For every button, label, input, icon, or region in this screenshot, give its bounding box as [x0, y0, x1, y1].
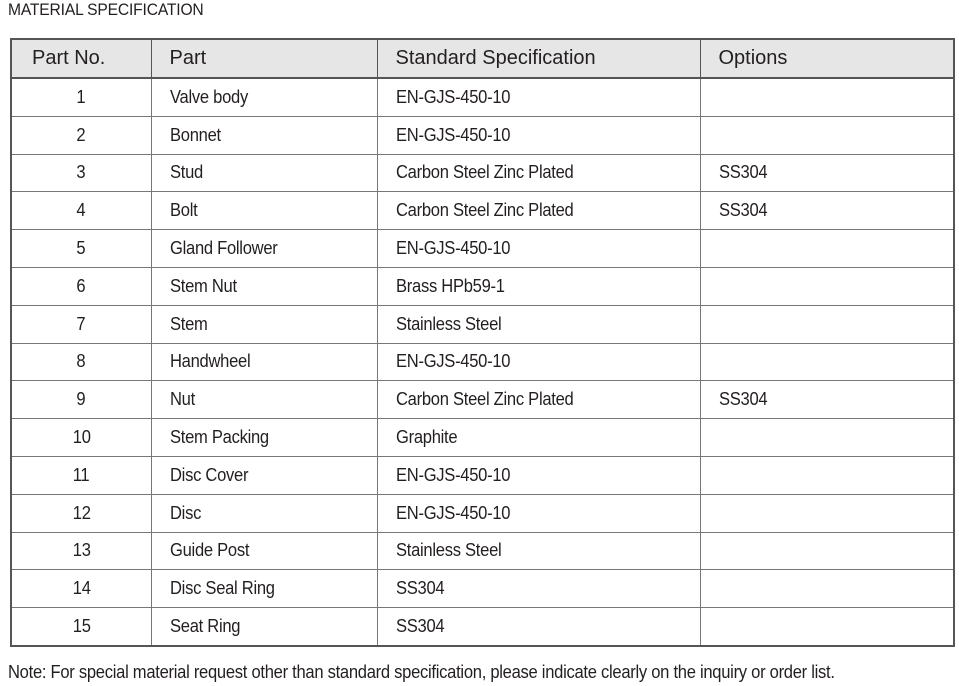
cell-part-no-text: 14	[72, 578, 91, 599]
cell-part	[151, 154, 377, 192]
cell-part-text: Bolt	[169, 200, 197, 221]
table-row	[11, 192, 954, 230]
cell-part-text: Stud	[169, 162, 203, 183]
cell-standard-specification	[377, 305, 700, 343]
cell-part-no	[11, 305, 151, 343]
cell-standard-specification-text: Carbon Steel Zinc Plated	[395, 200, 573, 221]
cell-part-no-text: 12	[72, 502, 91, 523]
table-row	[11, 230, 954, 268]
table-header-row	[11, 39, 954, 78]
cell-part-no-text: 9	[76, 389, 86, 410]
cell-part-no-text: 6	[76, 275, 86, 296]
cell-part-text: Disc Seal Ring	[169, 578, 275, 599]
table-row	[11, 570, 954, 608]
cell-part-no-text: 1	[76, 86, 86, 107]
cell-option	[700, 305, 954, 343]
cell-part-no-text: 11	[72, 464, 90, 485]
cell-part-no	[11, 456, 151, 494]
cell-standard-specification-text: Stainless Steel	[395, 540, 501, 561]
cell-standard-specification	[377, 267, 700, 305]
table-row	[11, 267, 954, 305]
table-row	[11, 456, 954, 494]
cell-part-no-text: 8	[76, 351, 86, 372]
cell-part-no	[11, 343, 151, 381]
cell-part-no	[11, 230, 151, 268]
page-title: MATERIAL SPECIFICATION	[8, 0, 204, 19]
cell-standard-specification-text: SS304	[395, 616, 444, 637]
cell-option	[700, 456, 954, 494]
cell-standard-specification-text: Brass HPb59-1	[395, 275, 505, 296]
cell-standard-specification	[377, 532, 700, 570]
cell-standard-specification	[377, 230, 700, 268]
cell-part	[151, 78, 377, 116]
cell-part	[151, 343, 377, 381]
table-row	[11, 305, 954, 343]
table-row	[11, 381, 954, 419]
cell-part-no-text: 7	[76, 313, 86, 334]
column-header-part: Part	[151, 39, 377, 78]
cell-part-text: Stem Nut	[169, 275, 237, 296]
cell-standard-specification	[377, 116, 700, 154]
cell-part	[151, 230, 377, 268]
cell-part-text: Disc Cover	[169, 464, 248, 485]
cell-standard-specification	[377, 494, 700, 532]
cell-standard-specification-text: SS304	[395, 578, 444, 599]
table-row	[11, 343, 954, 381]
cell-part-no-text: 5	[76, 238, 86, 259]
cell-option	[700, 230, 954, 268]
table-row	[11, 419, 954, 457]
table-row	[11, 154, 954, 192]
cell-part-no	[11, 494, 151, 532]
cell-part	[151, 456, 377, 494]
cell-option	[700, 192, 954, 230]
cell-standard-specification-text: Carbon Steel Zinc Plated	[395, 389, 573, 410]
cell-option	[700, 570, 954, 608]
cell-part-text: Handwheel	[169, 351, 250, 372]
cell-part	[151, 116, 377, 154]
table-row	[11, 78, 954, 116]
cell-standard-specification-text: Stainless Steel	[395, 313, 501, 334]
cell-part-no	[11, 154, 151, 192]
cell-part-no	[11, 419, 151, 457]
cell-part-no	[11, 570, 151, 608]
cell-part-no	[11, 192, 151, 230]
cell-part-text: Stem Packing	[169, 427, 269, 448]
column-header-part-no: Part No.	[11, 39, 151, 78]
cell-part	[151, 381, 377, 419]
cell-standard-specification	[377, 154, 700, 192]
cell-option	[700, 608, 954, 646]
cell-standard-specification-text: EN-GJS-450-10	[395, 464, 510, 485]
cell-option	[700, 381, 954, 419]
cell-option	[700, 267, 954, 305]
cell-part	[151, 532, 377, 570]
cell-standard-specification	[377, 381, 700, 419]
cell-standard-specification	[377, 419, 700, 457]
cell-option-text: SS304	[718, 162, 767, 183]
cell-standard-specification-text: EN-GJS-450-10	[395, 238, 510, 259]
cell-part-no-text: 15	[72, 616, 91, 637]
cell-standard-specification	[377, 608, 700, 646]
cell-standard-specification-text: EN-GJS-450-10	[395, 351, 510, 372]
table-row	[11, 608, 954, 646]
cell-standard-specification-text: EN-GJS-450-10	[395, 502, 510, 523]
column-header-standard-specification: Standard Specification	[377, 39, 700, 78]
table-row	[11, 532, 954, 570]
cell-standard-specification	[377, 570, 700, 608]
cell-part-no-text: 10	[72, 427, 91, 448]
cell-standard-specification	[377, 343, 700, 381]
cell-option	[700, 116, 954, 154]
cell-part-no	[11, 608, 151, 646]
cell-part-text: Gland Follower	[169, 238, 278, 259]
cell-standard-specification	[377, 78, 700, 116]
cell-part-text: Nut	[169, 389, 195, 410]
cell-part	[151, 305, 377, 343]
cell-option	[700, 494, 954, 532]
cell-part-no	[11, 381, 151, 419]
material-spec-table	[10, 38, 955, 647]
cell-standard-specification-text: EN-GJS-450-10	[395, 124, 510, 145]
cell-option-text: SS304	[718, 389, 767, 410]
cell-option	[700, 154, 954, 192]
cell-part-text: Bonnet	[169, 124, 221, 145]
cell-part-no	[11, 116, 151, 154]
column-header-options: Options	[700, 39, 954, 78]
cell-standard-specification	[377, 456, 700, 494]
cell-standard-specification	[377, 192, 700, 230]
cell-option	[700, 419, 954, 457]
table-body	[11, 78, 954, 646]
cell-standard-specification-text: EN-GJS-450-10	[395, 86, 510, 107]
table-row	[11, 494, 954, 532]
cell-part-no	[11, 267, 151, 305]
table-row	[11, 116, 954, 154]
cell-part-no-text: 2	[76, 124, 86, 145]
cell-part-no	[11, 78, 151, 116]
cell-part	[151, 267, 377, 305]
cell-part-text: Stem	[169, 313, 208, 334]
cell-option	[700, 78, 954, 116]
cell-part-text: Valve body	[169, 86, 248, 107]
cell-part-no-text: 3	[76, 162, 86, 183]
cell-part	[151, 570, 377, 608]
cell-part-no-text: 13	[72, 540, 91, 561]
cell-part	[151, 608, 377, 646]
cell-option	[700, 532, 954, 570]
cell-part-text: Guide Post	[169, 540, 249, 561]
cell-part	[151, 419, 377, 457]
cell-part-no-text: 4	[76, 200, 86, 221]
cell-option	[700, 343, 954, 381]
cell-part-no	[11, 532, 151, 570]
cell-standard-specification-text: Carbon Steel Zinc Plated	[395, 162, 573, 183]
cell-option-text: SS304	[718, 200, 767, 221]
cell-part	[151, 192, 377, 230]
cell-part	[151, 494, 377, 532]
footnote: Note: For special material request other than standard specification, please indicate clearly on the inquiry or order list.	[8, 662, 835, 682]
cell-part-text: Seat Ring	[169, 616, 240, 637]
cell-standard-specification-text: Graphite	[395, 427, 457, 448]
cell-part-text: Disc	[169, 502, 201, 523]
